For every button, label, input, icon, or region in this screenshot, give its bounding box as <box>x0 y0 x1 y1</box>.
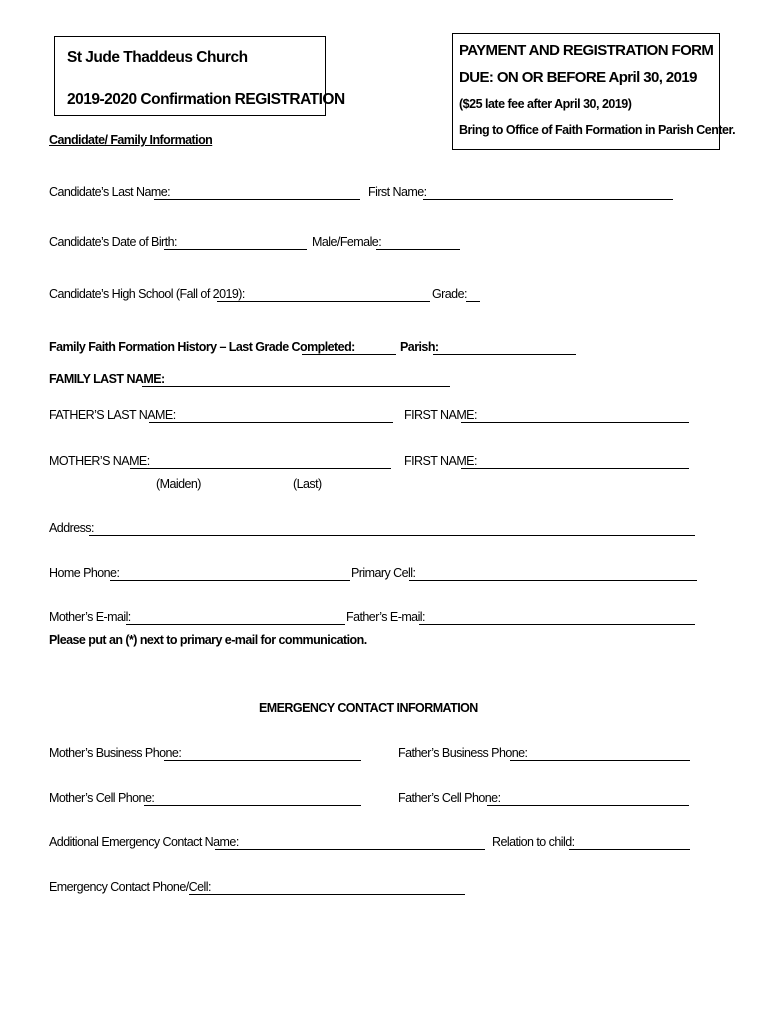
candidate-last-name-label: Candidate’s Last Name: <box>49 185 171 199</box>
parish-field[interactable] <box>433 354 576 355</box>
male-female-label: Male/Female: <box>312 235 382 249</box>
mothers-email-field[interactable] <box>126 624 345 625</box>
grade-field[interactable] <box>466 301 480 302</box>
fathers-email-label: Father’s E-mail: <box>346 610 425 624</box>
mothers-first-name-label: FIRST NAME: <box>404 454 477 468</box>
family-last-name-field[interactable] <box>142 386 450 387</box>
section-emergency: EMERGENCY CONTACT INFORMATION <box>259 701 478 715</box>
fathers-first-name-label: FIRST NAME: <box>404 408 477 422</box>
bring-to-note: Bring to Office of Faith Formation in Parish Center. <box>459 123 736 137</box>
address-field[interactable] <box>89 535 695 536</box>
male-female-field[interactable] <box>376 249 460 250</box>
mothers-name-label: MOTHER’S NAME: <box>49 454 150 468</box>
home-phone-label: Home Phone: <box>49 566 120 580</box>
address-label: Address: <box>49 521 94 535</box>
mothers-name-field[interactable] <box>130 468 391 469</box>
email-note: Please put an (*) next to primary e-mail for communication. <box>49 633 367 647</box>
late-fee-note: ($25 late fee after April 30, 2019) <box>459 97 632 111</box>
date-of-birth-label: Candidate’s Date of Birth: <box>49 235 177 249</box>
relation-to-child-label: Relation to child: <box>492 835 575 849</box>
fathers-business-phone-label: Father’s Business Phone: <box>398 746 528 760</box>
relation-to-child-field[interactable] <box>569 849 690 850</box>
due-date: DUE: ON OR BEFORE April 30, 2019 <box>459 69 697 86</box>
first-name-field[interactable] <box>423 199 673 200</box>
date-of-birth-field[interactable] <box>164 249 307 250</box>
home-phone-field[interactable] <box>110 580 350 581</box>
first-name-label: First Name: <box>368 185 427 199</box>
emergency-phone-field[interactable] <box>189 894 465 895</box>
mothers-first-name-field[interactable] <box>461 468 689 469</box>
mothers-business-phone-label: Mother’s Business Phone: <box>49 746 182 760</box>
high-school-label: Candidate’s High School (Fall of 2019): <box>49 287 245 301</box>
high-school-field[interactable] <box>217 301 430 302</box>
last-hint: (Last) <box>293 477 322 491</box>
primary-cell-label: Primary Cell: <box>351 566 416 580</box>
additional-contact-name-field[interactable] <box>215 849 485 850</box>
payment-title: PAYMENT AND REGISTRATION FORM <box>459 42 714 59</box>
parish-label: Parish: <box>400 340 439 354</box>
fathers-cell-phone-label: Father’s Cell Phone: <box>398 791 501 805</box>
section-candidate-family: Candidate/ Family Information <box>49 133 213 147</box>
mothers-email-label: Mother’s E-mail: <box>49 610 131 624</box>
candidate-last-name-field[interactable] <box>154 199 360 200</box>
additional-contact-name-label: Additional Emergency Contact Name: <box>49 835 239 849</box>
maiden-hint: (Maiden) <box>156 477 201 491</box>
fathers-first-name-field[interactable] <box>461 422 689 423</box>
emergency-phone-label: Emergency Contact Phone/Cell: <box>49 880 211 894</box>
fathers-last-name-label: FATHER’S LAST NAME: <box>49 408 176 422</box>
mothers-cell-phone-label: Mother’s Cell Phone: <box>49 791 155 805</box>
mothers-business-phone-field[interactable] <box>164 760 361 761</box>
primary-cell-field[interactable] <box>409 580 697 581</box>
fathers-last-name-field[interactable] <box>149 422 393 423</box>
faith-history-label: Family Faith Formation History – Last Grade Completed: <box>49 340 355 354</box>
church-title-box <box>54 36 345 116</box>
family-last-name-label: FAMILY LAST NAME: <box>49 372 165 386</box>
grade-label: Grade: <box>432 287 467 301</box>
fathers-email-field[interactable] <box>419 624 695 625</box>
faith-history-field[interactable] <box>302 354 396 355</box>
payment-info-box <box>452 33 736 150</box>
registration-title: 2019-2020 Confirmation REGISTRATION <box>67 91 345 108</box>
fathers-business-phone-field[interactable] <box>510 760 690 761</box>
mothers-cell-phone-field[interactable] <box>144 805 361 806</box>
church-name: St Jude Thaddeus Church <box>67 49 248 66</box>
fathers-cell-phone-field[interactable] <box>487 805 689 806</box>
